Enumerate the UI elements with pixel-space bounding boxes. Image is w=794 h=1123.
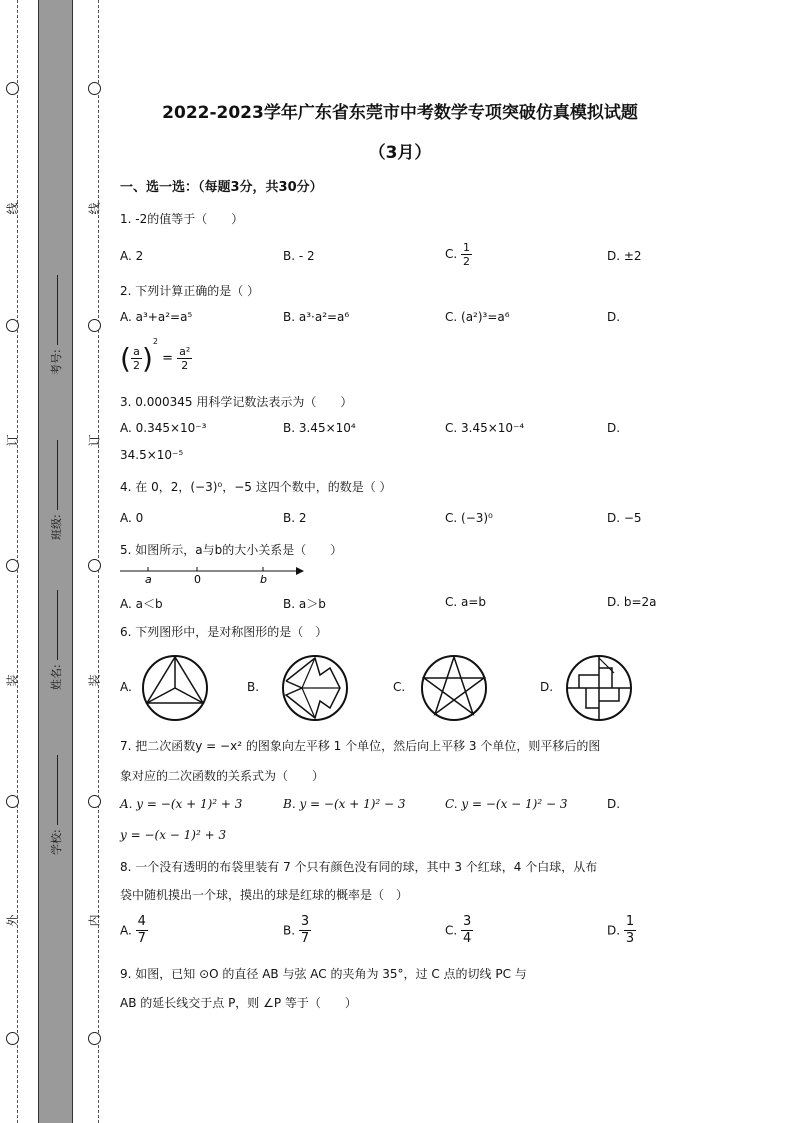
q7-option-d: D. [607, 797, 621, 811]
figure-circle-star [419, 653, 489, 723]
q2-option-b: B. a³·a²=a⁶ [283, 310, 350, 324]
binding-hole [6, 795, 19, 808]
outer-char: 外 [5, 914, 20, 927]
binding-hole [88, 795, 101, 808]
q6-option-c: C. [393, 680, 406, 694]
binding-hole [6, 82, 19, 95]
outer-char: 装 [5, 674, 20, 687]
outer-char: 订 [5, 434, 20, 447]
q3-option-d-value: 34.5×10⁻⁵ [120, 448, 184, 462]
binding-hole [88, 82, 101, 95]
q2-option-d-expression: ( $\frac{a}{2}$ )$^2$ = $\frac{\text{a²}}{2}$ [120, 337, 191, 375]
page-subtitle: （3月） [368, 143, 432, 163]
number-line-figure [118, 562, 308, 588]
q4-option-b: B. 2 [283, 511, 307, 525]
label-a: a [145, 573, 152, 586]
q5-option-d: D. b=2a [607, 595, 657, 609]
question-9-line1: 9. 如图，已知 ⊙O 的直径 AB 与弦 AC 的夹角为 35°，过 C 点的切线 PC 与 [120, 967, 527, 981]
question-8-line1: 8. 一个没有透明的布袋里装有 7 个只有颜色没有同的球，其中 3 个红球，4 个白球，从布 [120, 860, 598, 874]
q1-option-d: D. ±2 [607, 249, 642, 263]
q4-option-a: A. 0 [120, 511, 144, 525]
school-field[interactable]: 学校: [48, 755, 64, 855]
figure-circle-triangle [140, 653, 210, 723]
section-heading: 一、选一选：（每题3分，共30分） [120, 180, 323, 195]
q8-option-b: B. $\frac{3}{7}$ [283, 914, 310, 946]
exam-number-field[interactable]: 考号: [48, 275, 64, 375]
question-4: 4. 在 0，2，(−3)⁰，−5 这四个数中，的数是（ ） [120, 480, 392, 494]
q5-option-c: C. a=b [445, 595, 487, 609]
q1-option-b: B. - 2 [283, 249, 315, 263]
figure-circle-pinwheel [564, 653, 634, 723]
name-field[interactable]: 姓名: [48, 590, 64, 690]
question-9-line2: AB 的延长线交于点 P，则 ∠P 等于（ ） [120, 996, 357, 1010]
q1-option-a: A. 2 [120, 249, 144, 263]
q8-option-a: A. $\frac{4}{7}$ [120, 914, 146, 946]
q8-option-c: C. $\frac{3}{4}$ [445, 914, 472, 946]
q2-option-d: D. [607, 310, 621, 324]
binding-hole [6, 319, 19, 332]
inner-char: 订 [87, 434, 102, 447]
question-3: 3. 0.000345 用科学记数法表示为（ ） [120, 395, 353, 409]
q3-option-b: B. 3.45×10⁴ [283, 421, 356, 435]
q4-option-c: C. (−3)⁰ [445, 511, 493, 525]
binding-hole [6, 1032, 19, 1045]
q6-option-b: B. [247, 680, 260, 694]
binding-hole [88, 319, 101, 332]
question-5: 5. 如图所示，a与b的大小关系是（ ） [120, 543, 343, 557]
q7-option-c: C. y = −(x − 1)² − 3 [445, 797, 568, 811]
q7-option-a: A. y = −(x + 1)² + 3 [120, 797, 243, 811]
q6-option-a: A. [120, 680, 132, 694]
question-2: 2. 下列计算正确的是（ ） [120, 284, 260, 298]
figure-circle-arrows [280, 653, 350, 723]
q4-option-d: D. −5 [607, 511, 642, 525]
binding-hole [88, 559, 101, 572]
q3-option-c: C. 3.45×10⁻⁴ [445, 421, 525, 435]
label-zero: 0 [194, 573, 201, 586]
q5-option-a: A. a＜b [120, 597, 163, 611]
page-title: 2022-2023学年广东省东莞市中考数学专项突破仿真模拟试题 [162, 103, 638, 123]
q6-option-d: D. [540, 680, 554, 694]
q2-option-c: C. (a²)³=a⁶ [445, 310, 510, 324]
q2-option-a: A. a³+a²=a⁵ [120, 310, 193, 324]
question-8-line2: 袋中随机摸出一个球，摸出的球是红球的概率是（ ） [120, 888, 409, 902]
question-7-line2: 象对应的二次函数的关系式为（ ） [120, 769, 325, 783]
inner-char: 装 [87, 674, 102, 687]
number-line-arrow [296, 567, 304, 575]
q5-option-b: B. a＞b [283, 597, 326, 611]
question-1: 1. -2的值等于（ ） [120, 212, 244, 226]
inner-char: 内 [87, 914, 102, 927]
question-6: 6. 下列图形中，是对称图形的是（ ） [120, 625, 328, 639]
label-b: b [260, 573, 267, 586]
inner-char: 线 [87, 202, 102, 215]
class-field[interactable]: 班级: [48, 440, 64, 540]
q3-option-a: A. 0.345×10⁻³ [120, 421, 207, 435]
q7-option-d-value: y = −(x − 1)² + 3 [120, 828, 227, 842]
binding-hole [88, 1032, 101, 1045]
binding-band [38, 0, 73, 1123]
q3-option-d: D. [607, 421, 621, 435]
q8-option-d: D. $\frac{1}{3}$ [607, 914, 635, 946]
q1-option-c: C. $\frac{1}{2}$ [445, 241, 471, 268]
outer-char: 线 [5, 202, 20, 215]
binding-hole [6, 559, 19, 572]
question-7-line1: 7. 把二次函数y = −x² 的图象向左平移 1 个单位，然后向上平移 3 个单位，则平移后的图 [120, 739, 601, 753]
q7-option-b: B. y = −(x + 1)² − 3 [283, 797, 406, 811]
